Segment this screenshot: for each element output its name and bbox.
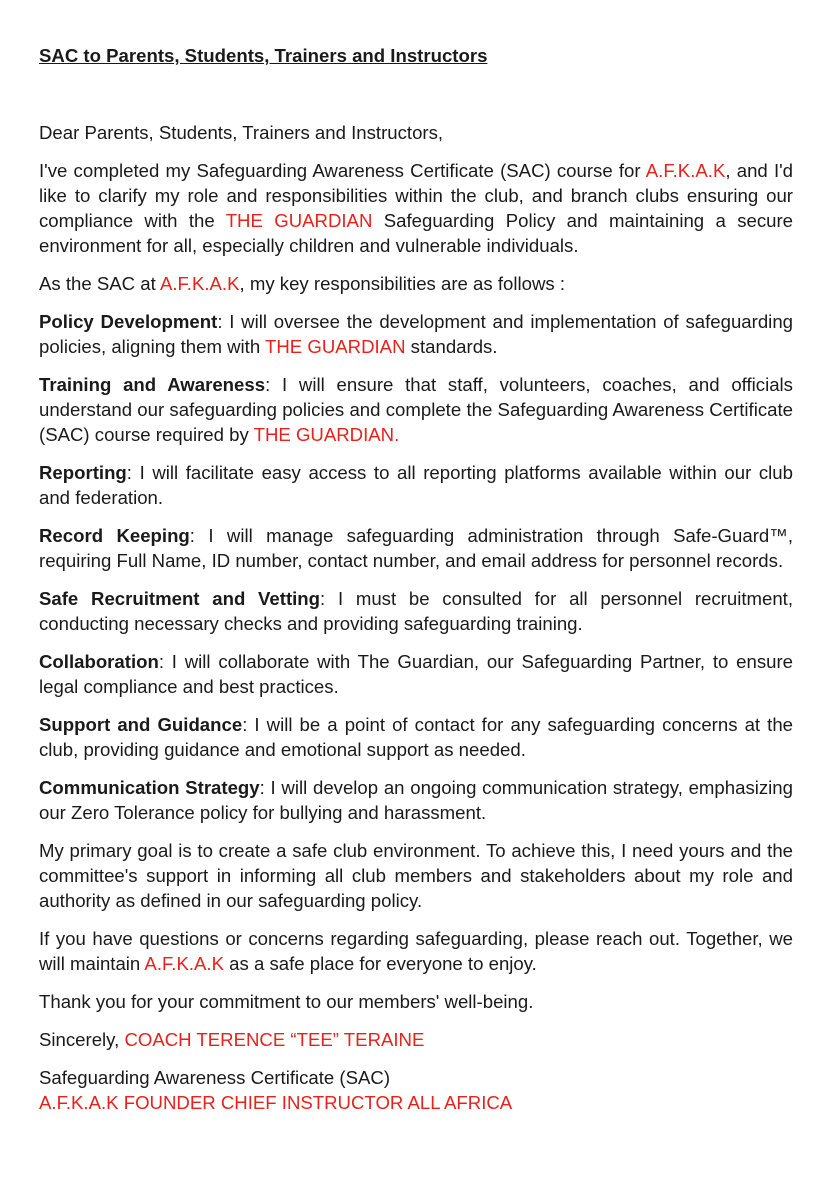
responsibility-text: : I will manage safeguarding administration through Safe-Guard™, requiring Full Name, ID number, contact number, and email address for personnel records.	[39, 525, 793, 571]
responsibility-text: : I will be a point of contact for any safeguarding concerns at the club, providing guidance and emotional support as needed.	[39, 714, 794, 760]
responsibility-label: Communication Strategy	[39, 777, 260, 798]
responsibility-label: Collaboration	[39, 651, 159, 672]
intro-text-3: Safeguarding Policy and maintaining a secure environment for all, especially children and vulnerable individuals.	[39, 210, 794, 256]
responsibility-item	[39, 309, 793, 359]
club-name: A.F.K.A.K	[159, 273, 240, 294]
responsibility-text: : I will oversee the development and implementation of safeguarding policies, aligning them with	[39, 311, 793, 357]
responsibility-text: : I will ensure that staff, volunteers, coaches, and officials understand our safeguarding policies and complete the Safeguarding Awareness Certificate (SAC) course required by	[39, 374, 793, 445]
responsibility-item	[39, 712, 793, 762]
certificate-line: Safeguarding Awareness Certificate (SAC)	[39, 1067, 391, 1088]
responsibility-label: Safe Recruitment and Vetting	[39, 588, 321, 609]
guardian-name: THE GUARDIAN	[265, 336, 406, 357]
goal-paragraph: My primary goal is to create a safe club environment. To achieve this, I need yours and the committee's support in informing all club members and stakeholders about my role and authority as defined in our safeguarding policy.	[39, 840, 793, 911]
responsibility-item	[39, 372, 793, 447]
intro-text-1: I've completed my Safeguarding Awareness Certificate (SAC) course for	[39, 160, 646, 181]
signature-block	[39, 1065, 793, 1115]
guardian-name: THE GUARDIAN	[225, 210, 373, 231]
responsibility-text-end: standards.	[405, 336, 498, 357]
responsibility-text: : I must be consulted for all personnel recruitment, conducting necessary checks and providing safeguarding training.	[39, 588, 794, 634]
questions-text-1: If you have questions or concerns regarding safeguarding, please reach out. Together, we will maintain	[39, 928, 793, 974]
questions-text-2: as a safe place for everyone to enjoy.	[224, 953, 537, 974]
guardian-name: THE GUARDIAN.	[253, 424, 400, 445]
responsibility-label: Training and Awareness	[39, 374, 266, 395]
responsibility-label: Support and Guidance	[39, 714, 243, 735]
sincerely-line	[39, 1027, 793, 1052]
signer-name: COACH TERENCE “TEE” TERAINE	[124, 1029, 425, 1050]
club-name: A.F.K.A.K	[645, 160, 726, 181]
club-name: A.F.K.A.K	[144, 953, 224, 974]
responsibility-label: Record Keeping	[39, 525, 190, 546]
responsibility-label: Policy Development	[39, 311, 218, 332]
sincerely-prefix: Sincerely,	[39, 1029, 125, 1050]
responsibilities-intro	[39, 271, 793, 296]
responsibility-item	[39, 775, 793, 825]
thanks-line: Thank you for your commitment to our members' well-being.	[39, 991, 534, 1012]
greeting: Dear Parents, Students, Trainers and Instructors,	[39, 122, 444, 143]
responsibility-item	[39, 523, 793, 573]
responsibility-item	[39, 586, 793, 636]
responsibility-text: : I will develop an ongoing communication strategy, emphasizing our Zero Tolerance policy for bullying and harassment.	[39, 777, 793, 823]
responsibility-text: : I will collaborate with The Guardian, our Safeguarding Partner, to ensure legal compliance and best practices.	[39, 651, 793, 697]
position-line: A.F.K.A.K FOUNDER CHIEF INSTRUCTOR ALL AFRICA	[39, 1092, 513, 1113]
questions-paragraph	[39, 926, 793, 976]
intro-paragraph	[39, 158, 793, 258]
page-title: SAC to Parents, Students, Trainers and Instructors	[39, 45, 488, 66]
responsibility-item	[39, 460, 793, 510]
responsibility-label: Reporting	[39, 462, 127, 483]
intro-text-2: , and I'd like to clarify my role and responsibilities within the club, and branch clubs ensuring our compliance with the	[39, 160, 794, 231]
responsibilities-text-1: As the SAC at	[39, 273, 160, 294]
responsibilities-text-2: , my key responsibilities are as follows :	[239, 273, 566, 294]
responsibility-text: : I will facilitate easy access to all reporting platforms available within our club and federation.	[39, 462, 793, 508]
responsibility-item	[39, 649, 793, 699]
